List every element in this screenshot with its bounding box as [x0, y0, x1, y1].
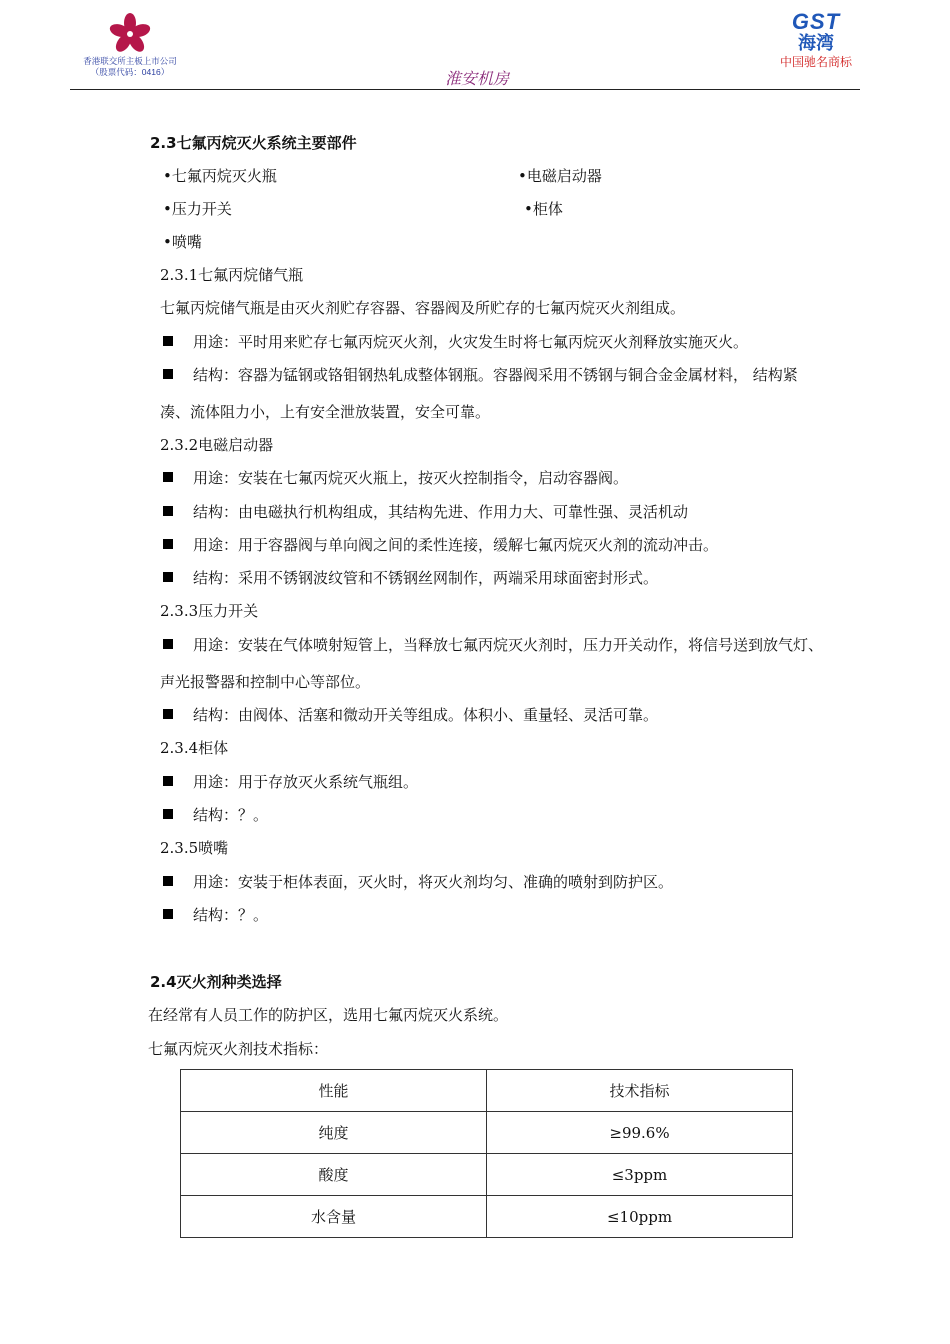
table-cell: 纯度 [181, 1112, 487, 1154]
square-bullet-icon [163, 572, 173, 582]
bullet-line: 用途：安装在气体喷射短管上，当释放七氟丙烷灭火剂时，压力开关动作，将信号送到放气灯、 [163, 635, 823, 655]
square-bullet-icon [163, 336, 173, 346]
table-row [181, 1196, 793, 1238]
paragraph-continuation: 凑、流体阻力小，上有安全泄放装置，安全可靠。 [160, 403, 491, 421]
header-divider [70, 89, 860, 90]
subsection-2-3-3-heading: 2.3.3压力开关 [160, 602, 259, 620]
table-cell: ≤10ppm [487, 1196, 793, 1238]
table-row [181, 1112, 793, 1154]
bullet-line: 用途：平时用来贮存七氟丙烷灭火剂，火灾发生时将七氟丙烷灭火剂释放实施灭火。 [163, 332, 748, 352]
subsection-2-3-1-heading: 2.3.1七氟丙烷储气瓶 [160, 266, 304, 284]
table-cell: ≥99.6% [487, 1112, 793, 1154]
subsection-2-3-4-heading: 2.3.4柜体 [160, 739, 229, 757]
square-bullet-icon [163, 472, 173, 482]
bullet-line: 用途：安装在七氟丙烷灭火瓶上，按灭火控制指令，启动容器阀。 [163, 468, 628, 488]
square-bullet-icon [163, 506, 173, 516]
bullet-line: 用途：安装于柜体表面，灭火时，将灭火剂均匀、准确的喷射到防护区。 [163, 872, 673, 892]
bullet-line: 结构：由阀体、活塞和微动开关等组成。体积小、重量轻、灵活可靠。 [163, 705, 658, 725]
bullet-line: 结构：？。 [163, 905, 268, 925]
table-header-row [181, 1070, 793, 1112]
paragraph-continuation: 声光报警器和控制中心等部位。 [160, 673, 371, 691]
part-item: •喷嘴 [163, 233, 202, 251]
company-logo-left [70, 12, 190, 84]
paragraph: 在经常有人员工作的防护区，选用七氟丙烷灭火系统。 [148, 1006, 509, 1024]
square-bullet-icon [163, 909, 173, 919]
brand-caption: 中国驰名商标 [779, 55, 852, 69]
table-cell: 水含量 [181, 1196, 487, 1238]
gst-logo-name: 海湾 [798, 33, 834, 54]
bullet-line: 结构：容器为锰钢或铬钼钢热轧成整体钢瓶。容器阀采用不锈钢与铜合金金属材料， 结构紧 [163, 365, 798, 385]
paragraph: 七氟丙烷储气瓶是由灭火剂贮存容器、容器阀及所贮存的七氟丙烷灭火剂组成。 [160, 299, 686, 317]
square-bullet-icon [163, 876, 173, 886]
table-row [181, 1154, 793, 1196]
bullet-line: 用途：用于存放灭火系统气瓶组。 [163, 772, 418, 792]
bullet-line: 结构：？。 [163, 805, 268, 825]
paragraph: 七氟丙烷灭火剂技术指标： [148, 1040, 329, 1058]
table-cell: ≤3ppm [487, 1154, 793, 1196]
subsection-2-3-5-heading: 2.3.5喷嘴 [160, 839, 229, 857]
logo-caption-listing: 香港联交所主板上市公司 [83, 56, 177, 66]
square-bullet-icon [163, 639, 173, 649]
page-header-title: 淮安机房 [445, 69, 510, 88]
square-bullet-icon [163, 369, 173, 379]
square-bullet-icon [163, 709, 173, 719]
section-2-4-heading: 2.4灭火剂种类选择 [150, 973, 282, 991]
bullet-line: 结构：采用不锈钢波纹管和不锈钢丝网制作，两端采用球面密封形式。 [163, 568, 658, 588]
spec-table [180, 1069, 793, 1238]
logo-caption-stock-code: （股票代码：0416） [90, 67, 170, 77]
table-cell: 酸度 [181, 1154, 487, 1196]
section-2-3-heading: 2.3七氟丙烷灭火系统主要部件 [150, 134, 357, 152]
part-item: •柜体 [524, 200, 563, 218]
bauhinia-logo-icon [108, 12, 152, 56]
square-bullet-icon [163, 539, 173, 549]
table-header-cell: 技术指标 [487, 1070, 793, 1112]
part-item: •压力开关 [163, 200, 232, 218]
company-logo-right [770, 10, 862, 82]
bullet-line: 用途：用于容器阀与单向阀之间的柔性连接，缓解七氟丙烷灭火剂的流动冲击。 [163, 535, 718, 555]
table-header-cell: 性能 [181, 1070, 487, 1112]
square-bullet-icon [163, 809, 173, 819]
part-item: •电磁启动器 [518, 167, 602, 185]
bullet-line: 结构：由电磁执行机构组成，其结构先进、作用力大、可靠性强、灵活机动 [163, 502, 688, 522]
part-item: •七氟丙烷灭火瓶 [163, 167, 277, 185]
subsection-2-3-2-heading: 2.3.2电磁启动器 [160, 436, 274, 454]
gst-logo-text: GST [791, 9, 841, 34]
square-bullet-icon [163, 776, 173, 786]
